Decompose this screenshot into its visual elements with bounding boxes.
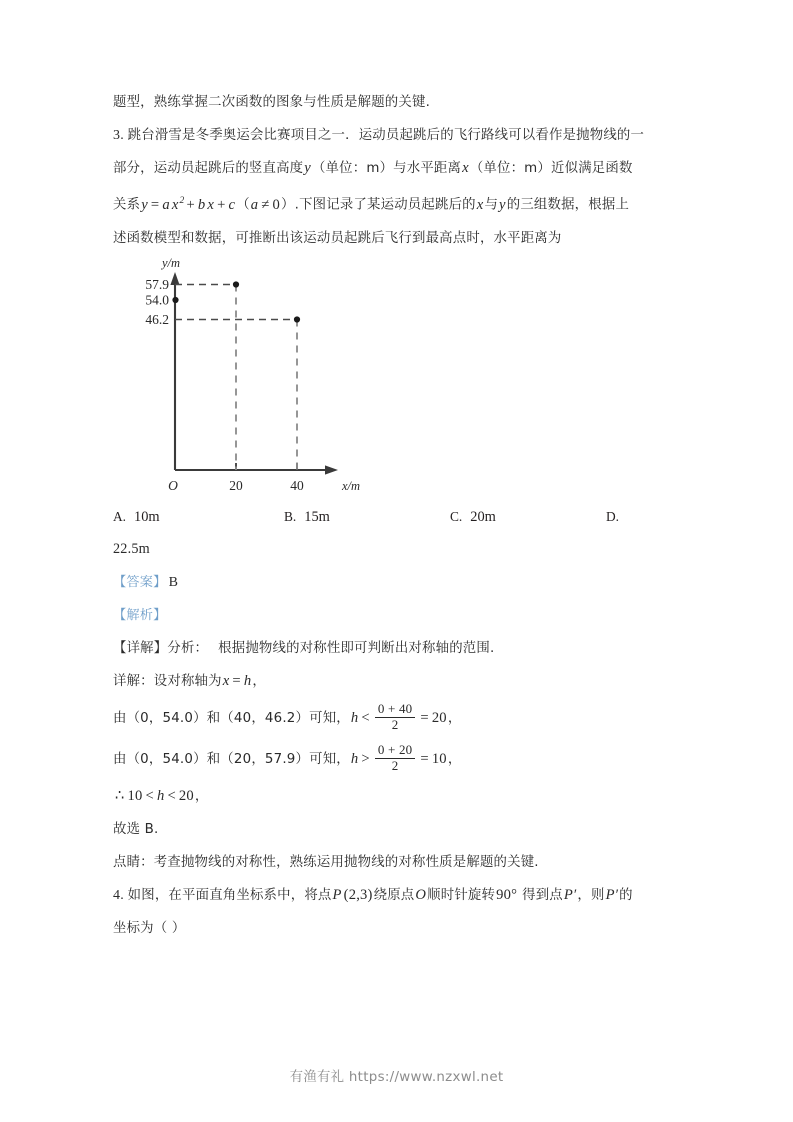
stem3-part-c: 的三组数据，根据上 — [506, 197, 630, 213]
answer-value: B — [168, 574, 179, 590]
q4-origin-o: O — [415, 886, 427, 903]
stem3-part-a: 关系 — [113, 197, 141, 213]
solution-axis-x: x — [222, 672, 230, 689]
option-a-label: A. — [113, 508, 127, 524]
formula-cond-ne: ≠ — [261, 196, 270, 213]
step1-result: 20 — [431, 709, 447, 726]
q4-part-f: 的 — [619, 887, 633, 903]
data-point-0-54-0 — [172, 297, 178, 303]
formula-equals: = — [150, 196, 160, 213]
x-tick-label-40: 40 — [290, 477, 304, 493]
option-b-label: B. — [284, 508, 297, 524]
formula-cond-zero: 0 — [272, 196, 281, 213]
x-axis-arrow — [325, 465, 338, 474]
formula-cond-a: a — [250, 196, 259, 213]
step1-comma: ， — [447, 710, 462, 726]
q4-line2-text: 坐标为（ ） — [113, 920, 186, 936]
answer-tag: 【答案】 — [113, 574, 167, 590]
step1-denominator: 2 — [375, 717, 416, 733]
question4-line2 — [113, 912, 683, 945]
formula-coef-c: c — [228, 196, 236, 213]
q4-angle: 90° — [496, 886, 518, 903]
conclusion-comma: ， — [194, 788, 209, 804]
step1-numerator: 0 + 40 — [377, 701, 413, 717]
q4-part-d: 得到点 — [522, 887, 563, 903]
step1-prefix: 由（0，54.0）和（40，46.2）可知， — [113, 710, 350, 726]
choose-row — [113, 813, 683, 846]
question3-options — [113, 500, 683, 533]
y-axis-arrow — [170, 272, 179, 285]
option-d[interactable] — [606, 500, 619, 534]
step2-h: h — [350, 750, 359, 767]
conclusion-h: h — [156, 787, 165, 804]
step1-fraction — [375, 702, 416, 732]
q4-point-p-prime-2: P′ — [605, 886, 619, 903]
solution-step-2 — [113, 739, 683, 780]
detail-lead: 分析： — [167, 640, 209, 656]
step1-h: h — [350, 709, 359, 726]
continuation-line — [113, 86, 683, 119]
stem3-and: 与 — [484, 197, 499, 213]
question4-line1 — [113, 879, 683, 912]
question3-figure — [129, 255, 389, 500]
stem3-var-y: y — [499, 196, 506, 213]
y-tick-label-0: 57.9 — [145, 276, 169, 292]
conclusion-upper: 20 — [178, 787, 194, 804]
footer-brand: 有渔有礼 — [289, 1070, 345, 1085]
step2-equals: = — [420, 750, 429, 767]
formula-cond-close: ）. — [281, 197, 300, 213]
data-point-40-46-2 — [294, 316, 300, 322]
formula-plus-2: + — [217, 196, 226, 213]
formula-coef-b: b — [197, 196, 206, 213]
question3-stem-line4 — [113, 222, 683, 255]
question4-number: 4. — [113, 887, 124, 903]
option-a-value: 10m — [134, 508, 160, 525]
analysis-row — [113, 599, 683, 632]
option-d-value: 22.5m — [113, 540, 150, 557]
page-content — [113, 86, 683, 945]
pointer-row — [113, 846, 683, 879]
conclusion-lower: 10 — [127, 787, 143, 804]
choose-text: 故选 B. — [113, 821, 159, 837]
solution-label: 详解：设对称轴为 — [113, 673, 222, 689]
x-axis-label: x/m — [341, 478, 361, 493]
option-c-label: C. — [450, 508, 463, 524]
step2-numerator: 0 + 20 — [377, 742, 413, 758]
stem2-var-x: x — [462, 160, 469, 176]
step2-relation: > — [361, 750, 370, 767]
stem2-var-y: y — [304, 160, 311, 176]
footer-url: https://www.nzxwl.net — [348, 1070, 504, 1085]
step2-result: 10 — [431, 750, 447, 767]
option-a[interactable] — [113, 500, 160, 534]
stem3-var-x: x — [476, 196, 484, 213]
step1-relation: < — [361, 709, 370, 726]
step2-fraction — [375, 743, 416, 773]
formula-cond-open: （ — [236, 197, 250, 213]
solution-axis-h: h — [243, 672, 252, 689]
solution-step-1 — [113, 698, 683, 739]
formula-coef-a: a — [162, 196, 170, 213]
step1-equals: = — [420, 709, 429, 726]
formula-plus-1: + — [186, 196, 195, 213]
origin-label: O — [168, 477, 178, 493]
step2-comma: ， — [447, 751, 462, 767]
q4-point-p-prime: P′ — [563, 886, 577, 903]
detail-text: 根据抛物线的对称性即可判断出对称轴的范围. — [218, 640, 495, 656]
conclusion-lt-2: < — [167, 787, 176, 804]
formula-var-x: x — [171, 196, 179, 213]
pointer-text: 点睛：考查抛物线的对称性，熟练运用抛物线的对称性质是解题的关键. — [113, 854, 539, 870]
option-d-label: D. — [606, 508, 620, 524]
y-tick-label-1: 54.0 — [145, 292, 169, 308]
analysis-tag: 【解析】 — [113, 607, 167, 623]
continuation-text: 题型，熟练掌握二次函数的图象与性质是解题的关键. — [113, 95, 431, 110]
x-tick-label-20: 20 — [229, 477, 243, 493]
option-b-value: 15m — [304, 508, 330, 525]
y-tick-label-2: 46.2 — [145, 311, 169, 327]
stem4-text: 述函数模型和数据，可推断出该运动员起跳后飞行到最高点时，水平距离为 — [113, 230, 562, 246]
therefore-symbol: ∴ — [115, 787, 125, 804]
y-axis-label: y/m — [161, 255, 181, 270]
question3-number: 3. — [113, 128, 124, 143]
question3-stem-line1 — [113, 119, 683, 152]
stem2-part-b: （单位：m）与水平距离 — [311, 161, 462, 176]
question3-stem-text1: 跳台滑雪是冬季奥运会比赛项目之一．运动员起跳后的飞行路线可以看作是抛物线的一 — [127, 128, 645, 143]
q4-point-p: P — [332, 886, 342, 903]
option-c[interactable] — [450, 500, 496, 534]
q4-part-c: 顺时针旋转 — [427, 887, 496, 903]
detail-row — [113, 632, 683, 665]
stem2-part-c: （单位：m）近似满足函数 — [469, 161, 633, 176]
q4-part-a: 如图，在平面直角坐标系中，将点 — [127, 887, 332, 903]
stem2-part-a: 部分，运动员起跳后的竖直高度 — [113, 161, 304, 176]
step2-prefix: 由（0，54.0）和（20，57.9）可知， — [113, 751, 350, 767]
question3-stem-line3 — [113, 185, 683, 222]
q4-part-b: 绕原点 — [373, 887, 415, 903]
q4-part-e: ，则 — [577, 887, 605, 903]
option-c-value: 20m — [470, 508, 496, 525]
answer-row — [113, 566, 683, 599]
data-point-20-57-9 — [233, 281, 239, 287]
formula-exponent: 2 — [179, 196, 185, 206]
option-d-wrapped[interactable] — [113, 533, 683, 566]
conclusion-lt-1: < — [145, 787, 154, 804]
solution-axis-row — [113, 665, 683, 698]
formula-var-x2: x — [207, 196, 215, 213]
option-b[interactable] — [284, 500, 330, 534]
stem3-part-b: 下图记录了某运动员起跳后的 — [299, 197, 476, 213]
formula-y: y — [141, 196, 148, 213]
solution-conclusion — [113, 780, 683, 813]
detail-tag: 【详解】 — [113, 640, 168, 656]
scatter-chart — [129, 255, 389, 500]
step2-denominator: 2 — [375, 758, 416, 774]
question3-stem-line2 — [113, 152, 683, 185]
solution-axis-eq: = — [232, 672, 241, 689]
footer-watermark — [0, 1066, 793, 1085]
q4-point-coords: (2,3) — [343, 886, 373, 903]
solution-axis-comma: ， — [252, 673, 266, 689]
